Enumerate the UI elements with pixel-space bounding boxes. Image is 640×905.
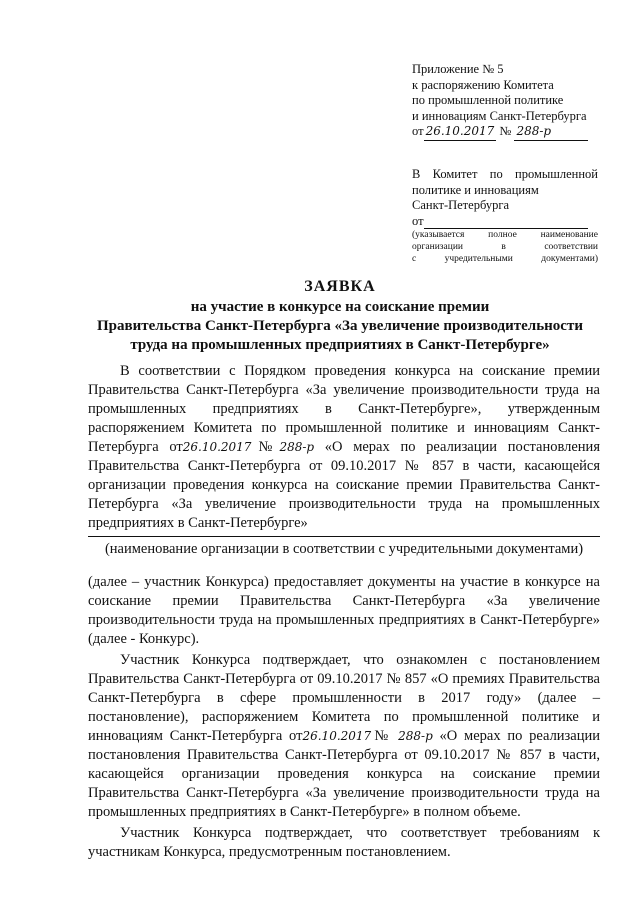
addressee-line-3: Санкт-Петербурга <box>412 198 510 212</box>
annex-line-3: по промышленной политике <box>412 93 564 107</box>
paragraph-2-text: (далее – участник Конкурса) предоставляет документы на участие в конкурсе на соискание премии Правительства Санкт-Петербурга «За увеличение производительности труда на промышленных предприятиях в Санкт-Петербурге» (далее - Конкурс). <box>88 574 600 647</box>
annex-block <box>412 62 607 141</box>
heading-line-1: на участие в конкурсе на соискание премии <box>190 299 490 315</box>
paragraph-1-number-handwritten: 288-р <box>279 440 315 454</box>
annex-line-2: к распоряжению Комитета <box>412 77 554 92</box>
heading-title: ЗАЯВКА <box>304 278 376 295</box>
paragraph-3-text-b: «О мерах по реализации постановления Правительства Санкт-Петербурга от 09.10.2017 № 857 в части, касающейся организации проведения конкурса на соискание премии Правительства Санкт-Петербурга «За увеличение производительности труда на промышленных предприятиях в Санкт-Петербурге» в полном объеме. <box>88 728 601 820</box>
paragraph-3-number-prefix: № <box>371 728 392 744</box>
paragraph-1-text-b: «О мерах по реализации постановления Правительства Санкт-Петербурга от 09.10.2017 № 857 в части, касающейся организации проведения конкурса на соискание премии Правительства Санкт-Петербурга «За увеличение производительности труда на промышленных предприятиях в Санкт-Петербурге» <box>88 439 600 531</box>
annex-date-line <box>412 124 607 141</box>
paragraph-2 <box>88 573 600 649</box>
annex-date-handwritten: 26.10.2017 <box>424 124 497 141</box>
annex-line-1: Приложение № 5 <box>412 62 504 76</box>
paragraph-1-number-prefix: № <box>251 439 280 455</box>
document-heading <box>80 277 600 355</box>
paragraph-1-text-a: В соответствии с Порядком проведения конкурса на соискание премии Правительства Санкт-Петербурга «За увеличение производительности труда на промышленных предприятиях в Санкт-Петербурге», утвержденным распоряжением Комитета по промышленной политике и инновациям Санкт-Петербурга от <box>88 363 600 455</box>
addressee-line-2: политике и инновациям <box>412 182 539 197</box>
addressee-from-label: от <box>412 213 424 228</box>
organization-caption: (наименование организации в соответствии с учредительными документами) <box>104 541 584 557</box>
organization-name-blank-line <box>88 536 600 537</box>
paragraph-1-date-handwritten: 26.10.2017 <box>182 440 252 454</box>
addressee-line-1: В Комитет по промышленной <box>412 167 598 181</box>
addressee-from-blank <box>424 215 588 229</box>
annex-number-prefix: № <box>499 124 512 138</box>
addressee-note-1: (указывается полное наименование <box>412 230 598 240</box>
addressee-note-3: с учредительными документами) <box>412 254 598 264</box>
addressee-from-line <box>412 214 598 230</box>
paragraph-4 <box>88 824 600 862</box>
paragraph-3-number-handwritten: 288-р <box>398 729 433 743</box>
addressee-block <box>412 167 598 265</box>
paragraph-3-date-handwritten: 26.10.2017 <box>302 729 372 743</box>
annex-date-prefix: от <box>412 124 424 138</box>
annex-line-4: и инновациям Санкт-Петербурга <box>412 108 587 123</box>
paragraph-3-text-a: Участник Конкурса подтверждает, что ознакомлен с постановлением Правительства Санкт-Петербурга от 09.10.2017 № 857 «О премиях Правительства Санкт-Петербурга в сфере промышленности в 2017 году» (далее – постановление), распоряжением Комитета по промышленной политике и инновациям Санкт-Петербурга от <box>88 652 600 744</box>
paragraph-1 <box>88 362 600 533</box>
heading-line-3: труда на промышленных предприятиях в Санкт-Петербурге» <box>130 337 550 353</box>
addressee-note-2: организации в соответствии <box>412 242 598 252</box>
paragraph-4-text: Участник Конкурса подтверждает, что соответствует требованиям к участникам Конкурса, предусмотренным постановлением. <box>88 825 600 860</box>
paragraph-3 <box>88 651 600 822</box>
heading-line-2: Правительства Санкт-Петербурга «За увеличение производительности <box>97 318 583 334</box>
annex-number-handwritten: 288-р <box>514 124 588 141</box>
